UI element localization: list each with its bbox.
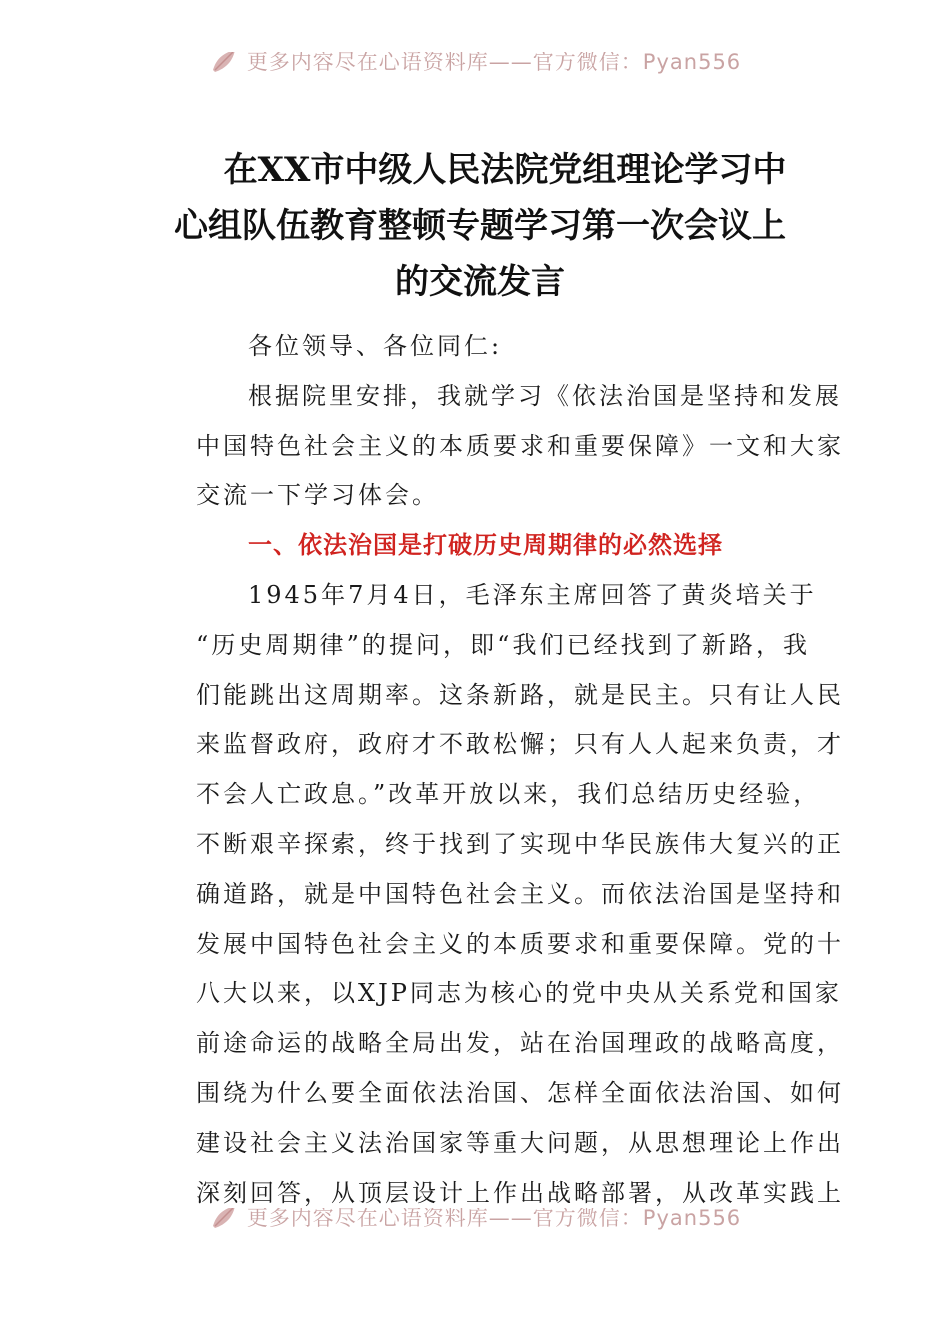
document-title xyxy=(150,142,810,310)
intro-paragraph xyxy=(196,372,844,521)
paragraph-line: 交流一下学习体会。 xyxy=(196,481,439,510)
section-heading: 一、依法治国是打破历史周期律的必然选择 xyxy=(248,531,723,560)
leaf-logo-icon xyxy=(209,1208,239,1232)
title-line-3: 的交流发言 xyxy=(395,262,565,302)
paragraph-line: 来监督政府，政府才不敢松懈；只有人人起来负责，才 xyxy=(196,730,844,759)
paragraph-line: “历史周期律”的提问，即“我们已经找到了新路，我 xyxy=(196,630,810,659)
paragraph-line: 1945年7月4日，毛泽东主席回答了黄炎培关于 xyxy=(248,580,817,609)
paragraph-line: 前途命运的战略全局出发，站在治国理政的战略高度， xyxy=(196,1029,844,1058)
watermark-header xyxy=(0,52,950,88)
paragraph-line: 不断艰辛探索，终于找到了实现中华民族伟大复兴的正 xyxy=(196,829,844,858)
paragraph-line: 八大以来，以XJP同志为核心的党中央从关系党和国家 xyxy=(196,979,842,1008)
paragraph-line: 发展中国特色社会主义的本质要求和重要保障。党的十 xyxy=(196,929,844,958)
title-line-1: 在XX市中级人民法院党组理论学习中 xyxy=(223,150,787,190)
watermark-text: 更多内容尽在心语资料库——官方微信：Pyan556 xyxy=(246,1208,742,1230)
paragraph-line: 建设社会主义法治国家等重大问题，从思想理论上作出 xyxy=(196,1128,844,1157)
paragraph-line: 们能跳出这周期率。这条新路，就是民主。只有让人民 xyxy=(196,680,844,709)
paragraph-line: 围绕为什么要全面依法治国、怎样全面依法治国、如何 xyxy=(196,1078,844,1107)
paragraph-line: 深刻回答，从顶层设计上作出战略部署，从改革实践上 xyxy=(196,1178,844,1207)
paragraph-line: 中国特色社会主义的本质要求和重要保障》一文和大家 xyxy=(196,431,844,460)
watermark-footer xyxy=(0,1208,950,1244)
salutation: 各位领导、各位同仁: xyxy=(248,332,503,360)
paragraph-line: 不会人亡政息。”改革开放以来，我们总结历史经验， xyxy=(196,780,821,809)
paragraph-line: 确道路，就是中国特色社会主义。而依法治国是坚持和 xyxy=(196,879,844,908)
document-body xyxy=(196,322,844,1218)
title-line-2: 心组队伍教育整顿专题学习第一次会议上 xyxy=(174,206,786,246)
leaf-logo-icon xyxy=(209,52,239,76)
paragraph-line: 根据院里安排，我就学习《依法治国是坚持和发展 xyxy=(248,381,842,410)
watermark-text: 更多内容尽在心语资料库——官方微信：Pyan556 xyxy=(246,52,742,74)
section1-paragraph xyxy=(196,571,844,1218)
